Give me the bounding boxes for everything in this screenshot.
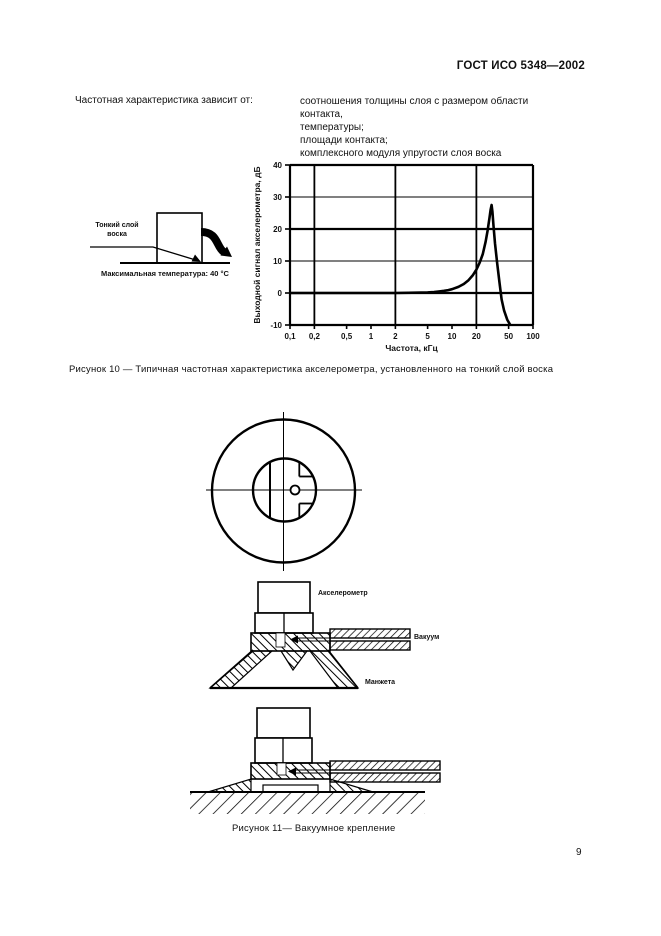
clamp-plate [251, 633, 330, 651]
svg-text:10: 10 [273, 257, 282, 266]
frequency-response-chart [250, 152, 550, 357]
vacuum-port-slot [276, 633, 285, 647]
intro-factors-list [300, 95, 550, 160]
svg-text:0,1: 0,1 [284, 332, 296, 341]
max-temperature-note: Максимальная температура: 40 °C [101, 269, 229, 278]
doc-code-header: ГОСТ ИСО 5348—2002 [456, 60, 585, 72]
factor-item: температуры; [300, 122, 364, 133]
svg-text:1: 1 [368, 332, 374, 341]
svg-text:10: 10 [447, 332, 457, 341]
vacuum-mount-section-released [195, 578, 465, 698]
svg-text:20: 20 [471, 332, 481, 341]
figure-11-caption: Рисунок 11— Вакуумное крепление [232, 823, 396, 834]
vacuum-mount-section-attached [185, 700, 475, 818]
factor-item: комплексного модуля упругости слоя воска [300, 148, 502, 159]
seal-flattened-center [263, 785, 318, 792]
intro-lead-text: Частотная характеристика зависит от: [75, 95, 253, 106]
svg-text:40: 40 [273, 161, 282, 170]
vacuum-port-slot [277, 763, 286, 775]
svg-text:Частота, кГц: Частота, кГц [385, 343, 438, 353]
accelerometer-body [257, 708, 310, 738]
seal-section-center [281, 651, 307, 670]
cuff-flattened-left [208, 779, 251, 792]
vacuum-tube-wall [330, 629, 410, 638]
heat-flow-arrow [201, 232, 224, 252]
svg-text:Выходной сигнал акселерометра,: Выходной сигнал акселерометра, дБ [252, 166, 262, 324]
accelerometer-label: Акселерометр [318, 590, 368, 597]
vacuum-label: Вакуум [414, 634, 440, 641]
svg-text:2: 2 [393, 332, 398, 341]
factor-item: площади контакта; [300, 135, 388, 146]
svg-text:50: 50 [504, 332, 514, 341]
svg-text:0: 0 [277, 289, 282, 298]
svg-text:5: 5 [425, 332, 430, 341]
figure-10-caption: Рисунок 10 — Типичная частотная характеристика акселерометра, установленного на тонкий слой воска [69, 364, 554, 375]
vacuum-port-hole [291, 486, 300, 495]
vacuum-tube-wall [330, 773, 440, 782]
svg-text:20: 20 [273, 225, 282, 234]
cuff-label: Манжета [365, 679, 396, 686]
vacuum-tube-wall [330, 641, 410, 650]
svg-text:100: 100 [526, 332, 540, 341]
vacuum-mount-top-view [205, 410, 365, 575]
test-surface-hatch [190, 792, 425, 814]
factor-item: соотношения толщины слоя с размером области контакта, [300, 96, 529, 120]
vacuum-tube-wall [330, 761, 440, 770]
svg-text:0,5: 0,5 [341, 332, 353, 341]
wax-layer-label: Тонкий слой воска [95, 222, 139, 238]
accelerometer-body [258, 582, 310, 613]
svg-text:-10: -10 [270, 321, 282, 330]
cuff-section-left [210, 651, 272, 688]
svg-text:30: 30 [273, 193, 282, 202]
svg-text:0,2: 0,2 [308, 332, 320, 341]
page-number: 9 [576, 847, 582, 858]
